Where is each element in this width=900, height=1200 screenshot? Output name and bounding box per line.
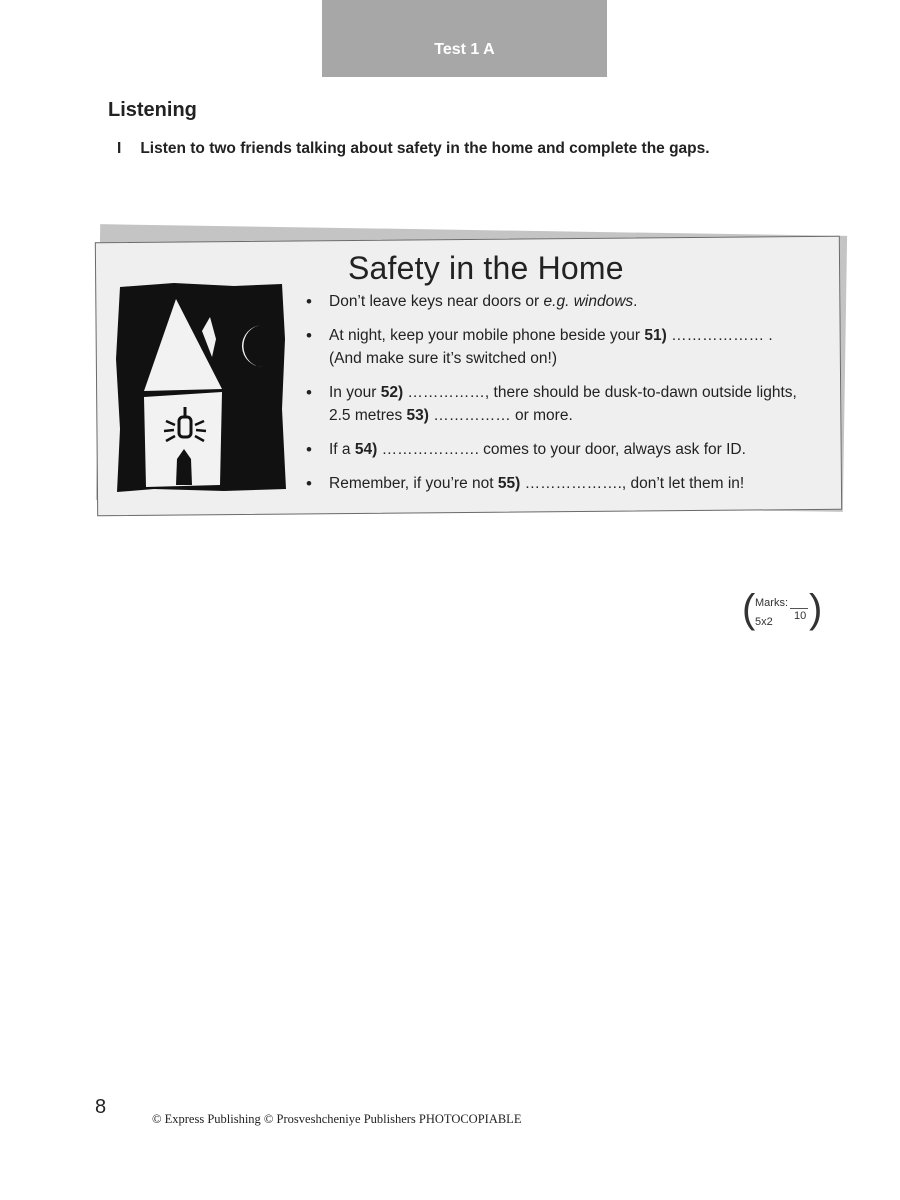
test-tab <box>322 0 607 77</box>
section-title: Listening <box>108 99 197 121</box>
gap-number: 53) <box>406 407 429 424</box>
paren-left: ( <box>742 587 756 631</box>
gap-number: 55) <box>497 475 521 492</box>
page-number: 8 <box>95 1096 107 1118</box>
marks-line <box>790 608 808 609</box>
card-title: Safety in the Home <box>348 250 624 286</box>
list-item: • If a 54) ………………. comes to your door, always ask for ID. <box>306 438 826 461</box>
gap-number: 51) <box>644 327 667 344</box>
test-tab-label: Test 1 A <box>434 41 495 58</box>
footer-copyright: © Express Publishing © Prosveshcheniye Publishers PHOTOCOPIABLE <box>152 1112 522 1126</box>
marks-total: 10 <box>794 610 807 622</box>
marks-label: Marks: <box>755 597 788 609</box>
list-item: • In your 52) ……………, there should be dusk-to-dawn outside lights, 2.5 metres 53) …………… or more. <box>306 381 826 427</box>
safety-tips-list <box>306 290 826 506</box>
task-number: I <box>117 140 122 157</box>
task-instruction <box>117 140 710 158</box>
gap-number: 52) <box>380 384 404 401</box>
gap-number: 54) <box>354 441 378 458</box>
marks-calc: 5x2 <box>755 616 773 628</box>
paren-right: ) <box>809 587 823 631</box>
list-item: • Remember, if you’re not 55) ………………., don’t let them in! <box>306 472 826 495</box>
marks-box <box>742 587 823 635</box>
task-text: Listen to two friends talking about safety in the home and complete the gaps. <box>140 140 710 157</box>
house-with-moon-illustration <box>114 279 288 495</box>
list-item: • Don’t leave keys near doors or e.g. windows. <box>306 290 826 313</box>
list-item: • At night, keep your mobile phone beside your 51) ……………… . (And make sure it’s switched on!) <box>306 324 826 370</box>
